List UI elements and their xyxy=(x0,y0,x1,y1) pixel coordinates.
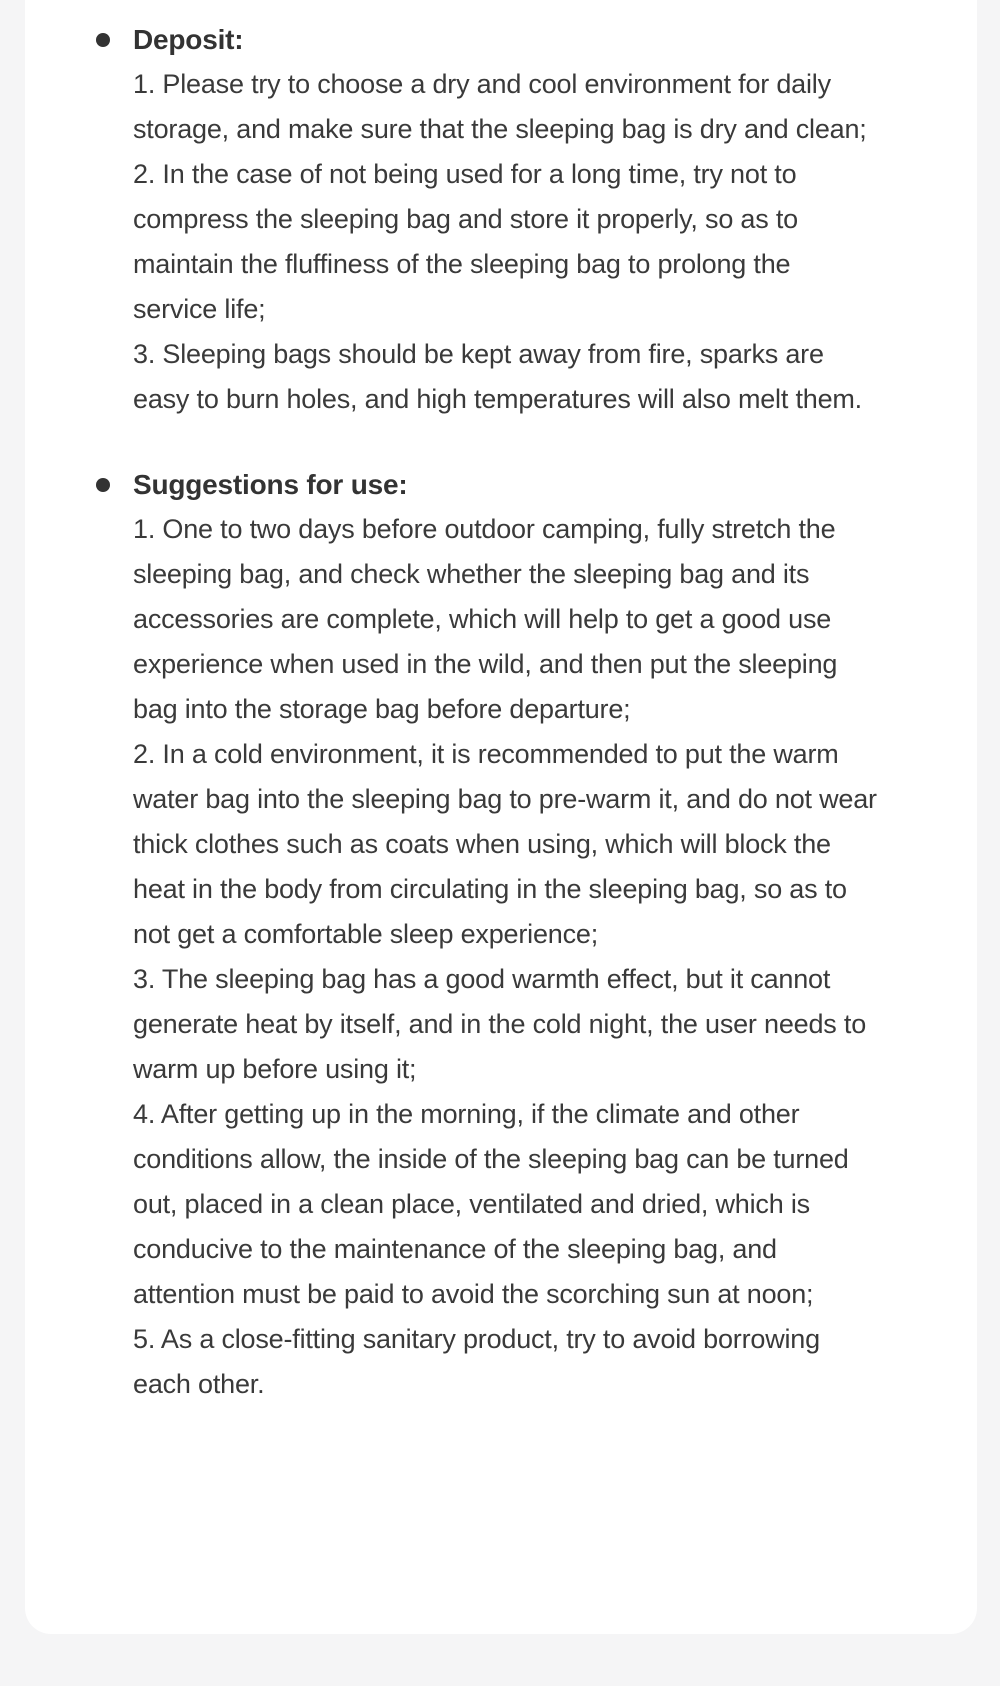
section-deposit xyxy=(25,17,878,422)
bullet-icon xyxy=(96,33,110,47)
section-suggestions-for-use xyxy=(25,462,878,1407)
list-item: 1. One to two days before outdoor camping, fully stretch the sleeping bag, and check whether the sleeping bag and its accessories are complete, which will help to get a good use experience when used in the wild, and then put the sleeping bag into the storage bag before departure; xyxy=(133,514,838,724)
bullet-icon xyxy=(96,478,110,492)
section-heading: Suggestions for use: xyxy=(133,469,408,500)
list-item: 2. In the case of not being used for a long time, try not to compress the sleeping bag and store it properly, so as to maintain the fluffiness of the sleeping bag to prolong the service life; xyxy=(133,159,798,324)
list-item: 4. After getting up in the morning, if the climate and other conditions allow, the inside of the sleeping bag can be turned out, placed in a clean place, ventilated and dried, which is conducive to the maintenance of the sleeping bag, and attention must be paid to avoid the scorching sun at noon; xyxy=(133,1099,849,1309)
list-item: 2. In a cold environment, it is recommended to put the warm water bag into the sleeping bag to pre-warm it, and do not wear thick clothes such as coats when using, which will block the heat in the body from circulating in the sleeping bag, so as to not get a comfortable sleep experience; xyxy=(133,739,877,949)
list-item: 3. The sleeping bag has a good warmth effect, but it cannot generate heat by itself, and in the cold night, the user needs to warm up before using it; xyxy=(133,964,867,1084)
list-item: 1. Please try to choose a dry and cool environment for daily storage, and make sure that the sleeping bag is dry and clean; xyxy=(133,69,867,144)
section-heading: Deposit: xyxy=(133,24,244,55)
list-item: 5. As a close-fitting sanitary product, try to avoid borrowing each other. xyxy=(133,1324,820,1399)
list-item: 3. Sleeping bags should be kept away from fire, sparks are easy to burn holes, and high temperatures will also melt them. xyxy=(133,339,862,414)
next-card-top-edge xyxy=(0,1686,1000,1696)
product-description-card xyxy=(25,0,977,1634)
